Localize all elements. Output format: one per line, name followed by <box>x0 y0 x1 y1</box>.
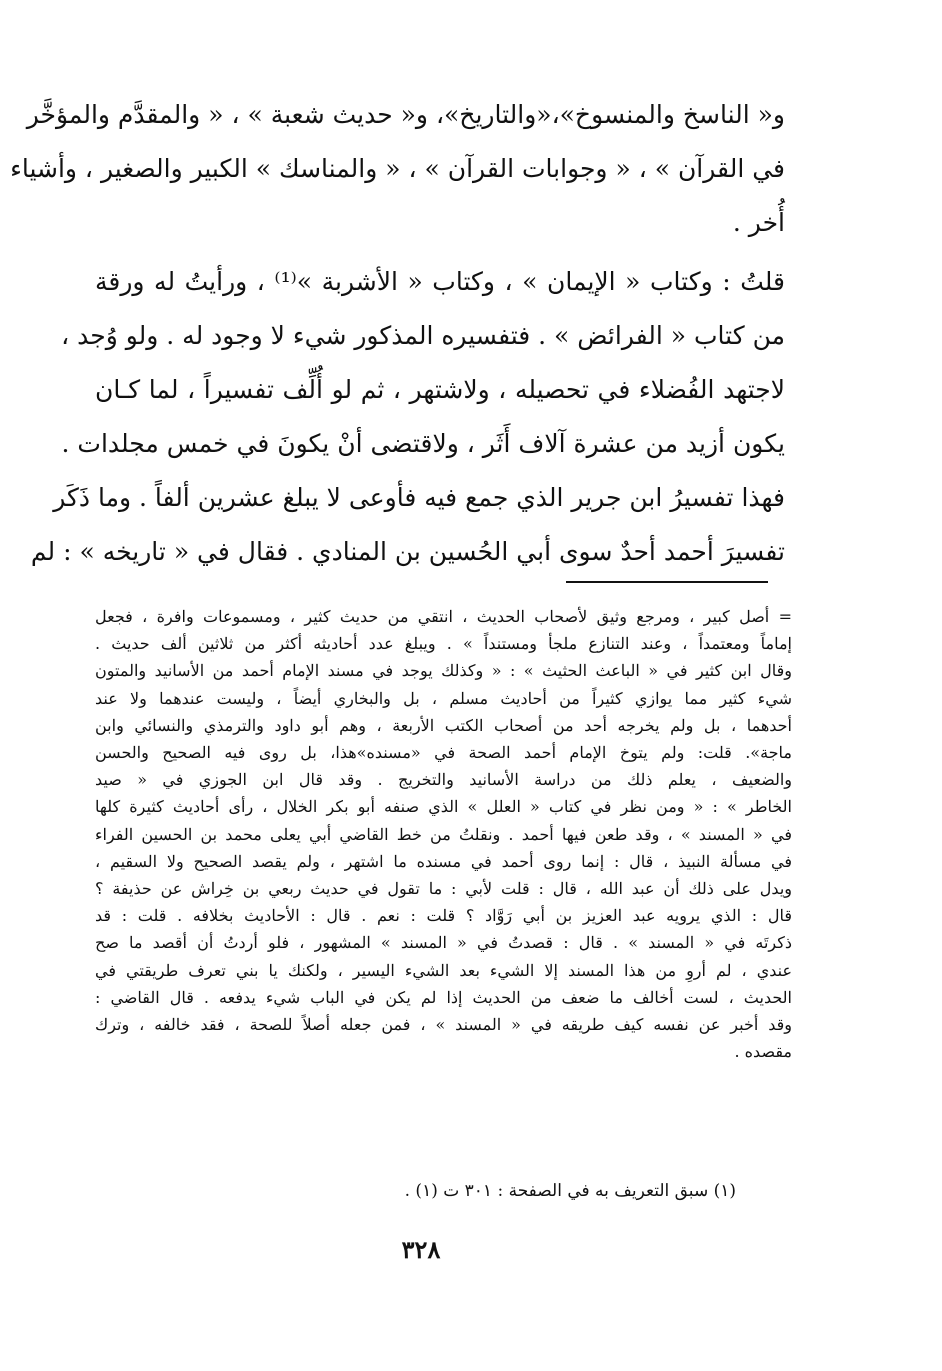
footnote-line: عندي ، لم أروِ من هذا المسند إلا الشيء بعد الشيء اليسير ، ولكنك يا بني تعرف طريقتي في <box>95 960 792 980</box>
footnote-line: في « المسند » ، وقد طعن فيها أحمد . ونقلتُ من خط القاضي أبي يعلى محمد بن الحسين الفراء <box>95 824 792 844</box>
footnote-line: وقد أخبر عن نفسه كيف طريقه في « المسند » ، فمن جعله أصلاً للصحة ، فقد خالفه ، وترك <box>95 1015 792 1035</box>
footnote-line: ويدل على ذلك أن عبد الله ، قال : قلت لأبي : ما تقول في حديث ربعي بن خِراش عن حذيفة ؟ <box>95 879 793 899</box>
footnotes-continuation <box>95 603 792 1065</box>
footnote-line: إماماً ومعتمداً ، وعند التنازع ملجأ ومستنداً » . ويبلغ عدد أحاديثه أكثر من ثلاثين ألف حديث . <box>95 634 792 654</box>
footnote-line: مقصده . <box>734 1042 792 1062</box>
text-line: تفسيرَ أحمد أحدٌ سوى أبي الحُسين بن المنادي . فقال في « تاريخه » : لم <box>30 537 785 566</box>
text-line: من كتاب « الفرائض » . فتفسيره المذكور شيء لا وجود له . ولو وُجد ، <box>61 321 785 350</box>
footnote-separator <box>566 581 768 583</box>
footnote-line: الحديث ، لست أخالف ما ضعف من الحديث إذا لم يكن في الباب شيء يدفعه . قال القاضي : <box>95 987 792 1007</box>
footnote-line: وقال ابن كثير في « الباعث الحثيث » : « وكذلك يوجد في مسند الإمام أحمد من الأسانيد والمتون <box>95 661 792 681</box>
text-line: قلتُ : وكتاب « الإيمان » ، وكتاب « الأشربة »⁽¹⁾ ، ورأيتُ له ورقة <box>95 267 785 296</box>
footnote-line: أحدهما ، بل ولم يخرجه أحد من أصحاب الكتب الأربعة ، وهم أبو داود والترمذي والنسائي وابن <box>95 715 792 735</box>
footnote-line: شيء كثير مما يوازي كثيراً من أحاديث مسلم ، بل والبخاري أيضاً ، وليست عندهما ولا عند <box>95 688 792 708</box>
paragraph <box>30 255 785 579</box>
footnote-line: = أصل كبير ، ومرجع وثيق لأصحاب الحديث ، انتقي من حديث كثير ، ومسموعات وافرة ، فجعل <box>95 607 792 626</box>
footnote-line: ماجة». قلت: ولم يتوخ الإمام أحمد الصحة في «مسنده»هذا، بل روى فيه الصحيح والحسن <box>95 743 792 763</box>
page-number: ٣٢٨ <box>401 1235 441 1264</box>
footnote-line: والضعيف ، يعلم ذلك من دراسة الأسانيد والتخريج . وقد قال ابن الجوزي في « صيد <box>95 770 792 790</box>
footnote-line: ذكرتَه في « المسند » . قال : قصدتُ في « المسند » المشهور ، فلو أردتُ أن أقصد ما صح <box>95 933 792 953</box>
text-line: لاجتهد الفُضلاء في تحصيله ، ولاشتهر ، ثم لو أُلِّف تفسيراً ، لما كـان <box>95 375 785 404</box>
text-line: يكون أزيد من عشرة آلاف أَثَر ، ولاقتضى أنْ يكونَ في خمس مجلدات . <box>61 429 785 458</box>
text-line: في القرآن » ، « وجوابات القرآن » ، « والمناسك » الكبير والصغير ، وأشياء <box>10 154 785 183</box>
paragraph <box>10 88 785 250</box>
footnote-line: قال : الذي يرويه عبد العزيز بن أبي رَوَّاد ؟ قلت : نعم . قال : الأحاديث بخلافه . قلت : قد <box>95 906 793 926</box>
text-line: أُخر . <box>732 208 785 237</box>
text-line: و« الناسخ والمنسوخ»،«والتاريخ»، و« حديث شعبة » ، « والمقدَّم والمؤخَّر <box>26 100 785 129</box>
footnote-line: الخاطر » : « ومن نظر في كتاب « العلل » الذي صنفه أبو بكر الخلال ، رأى أحاديث كثيرة كلها <box>95 797 792 817</box>
text-line: فهذا تفسيرُ ابن جرير الذي جمع فيه فأوعى لا يبلغ عشرين ألفاً . وما ذَكَر <box>53 483 785 512</box>
main-text <box>10 88 785 579</box>
footnote-1: (١) سبق التعريف به في الصفحة : ٣٠١ ت (١) . <box>404 1181 736 1201</box>
footnote-line: في مسألة النبيذ ، قال : إنما روى أحمد في مسنده ما اشتهر ، ولم يقصد الصحيح ولا السقيم ، <box>95 851 792 871</box>
